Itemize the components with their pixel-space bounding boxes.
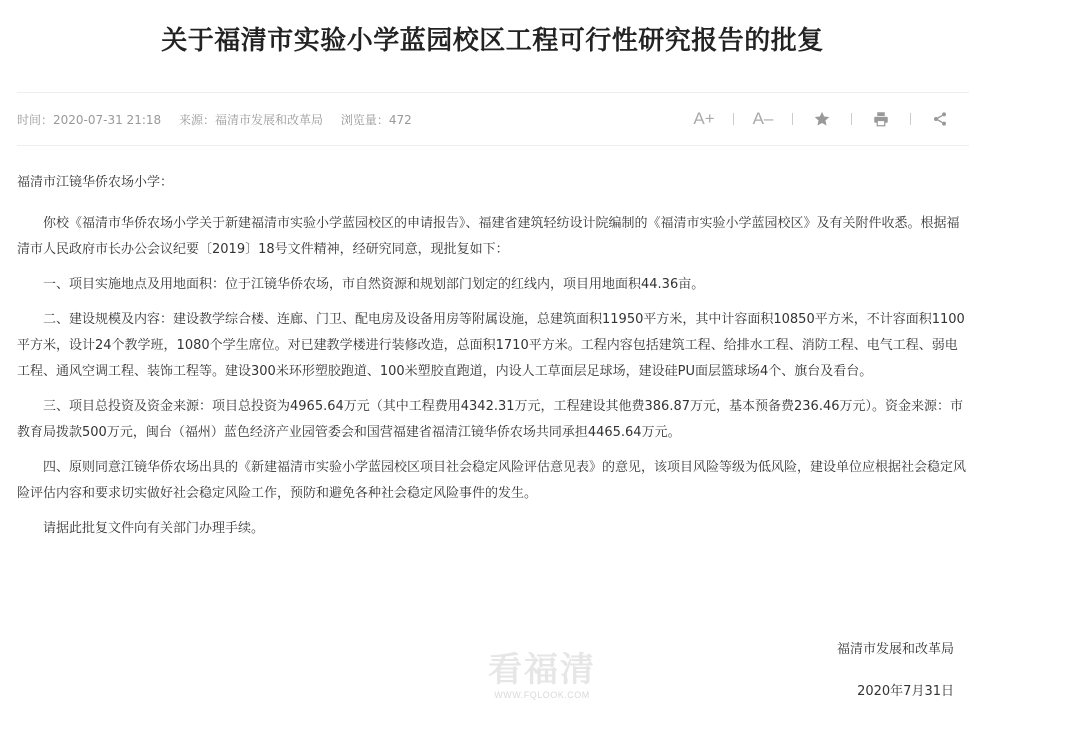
publish-time: 时间：2020-07-31 21:18 bbox=[17, 113, 162, 127]
star-icon[interactable] bbox=[809, 105, 835, 133]
paragraph: 二、建设规模及内容：建设教学综合楼、连廊、门卫、配电房及设备用房等附属设施，总建筑面积11950平方米，其中计容面积10850平方米，不计容面积1100平方米，设计24个教学班，1080个学生席位。对已建教学楼进行装修改造，总面积1710平方米。工程内容包括建筑工程、给排水工程、消防工程、电气工程、弱电工程、通风空调工程、装饰工程等。建设300米环形塑胶跑道、100米塑胶直跑道，内设人工草面层足球场，建设硅PU面层篮球场4个、旗台及看台。 bbox=[17, 312, 965, 379]
article-body bbox=[17, 170, 967, 551]
article-meta bbox=[17, 111, 426, 128]
paragraph: 请据此批复文件向有关部门办理手续。 bbox=[43, 521, 265, 536]
toolbar-divider bbox=[792, 113, 793, 125]
font-increase-button[interactable]: A+ bbox=[693, 109, 715, 128]
share-icon[interactable] bbox=[927, 105, 953, 133]
paragraph: 四、原则同意江镜华侨农场出具的《新建福清市实验小学蓝园校区项目社会稳定风险评估意见表》的意见，该项目风险等级为低风险，建设单位应根据社会稳定风险评估内容和要求切实做好社会稳定风险工作，预防和避免各种社会稳定风险事件的发生。 bbox=[17, 460, 967, 501]
salutation: 福清市江镜华侨农场小学： bbox=[17, 175, 174, 190]
document-date: 2020年7月31日 bbox=[857, 684, 954, 699]
paragraph: 你校《福清市华侨农场小学关于新建福清市实验小学蓝园校区的申请报告》、福建省建筑轻纺设计院编制的《福清市实验小学蓝园校区》及有关附件收悉。根据福清市人民政府市长办公会议纪要〔2019〕18号文件精神，经研究同意，现批复如下： bbox=[17, 216, 960, 257]
signature: 福清市发展和改革局 bbox=[836, 642, 954, 657]
toolbar-divider bbox=[910, 113, 911, 125]
article-toolbar bbox=[691, 105, 953, 133]
article-title: 关于福清市实验小学蓝园校区工程可行性研究报告的批复 bbox=[161, 26, 824, 56]
article-meta-bar bbox=[17, 92, 969, 146]
toolbar-divider bbox=[851, 113, 852, 125]
watermark bbox=[474, 650, 610, 700]
print-icon[interactable] bbox=[868, 105, 894, 133]
article-source: 来源：福清市发展和改革局 bbox=[178, 113, 323, 127]
paragraph: 三、项目总投资及资金来源：项目总投资为4965.64万元（其中工程费用4342.31万元，工程建设其他费386.87万元，基本预备费236.46万元）。资金来源：市教育局拨款500万元，闽台（福州）蓝色经济产业园管委会和国营福建省福清江镜华侨农场共同承担4465.64万元。 bbox=[17, 399, 963, 440]
toolbar-divider bbox=[733, 113, 734, 125]
view-count: 浏览量：472 bbox=[340, 113, 412, 127]
watermark-brand: 看福清 bbox=[488, 650, 596, 690]
paragraph: 一、项目实施地点及用地面积：位于江镜华侨农场，市自然资源和规划部门划定的红线内，项目用地面积44.36亩。 bbox=[43, 277, 705, 292]
watermark-url: WWW.FQLOOK.COM bbox=[494, 690, 590, 700]
font-decrease-button[interactable]: A– bbox=[752, 109, 774, 128]
